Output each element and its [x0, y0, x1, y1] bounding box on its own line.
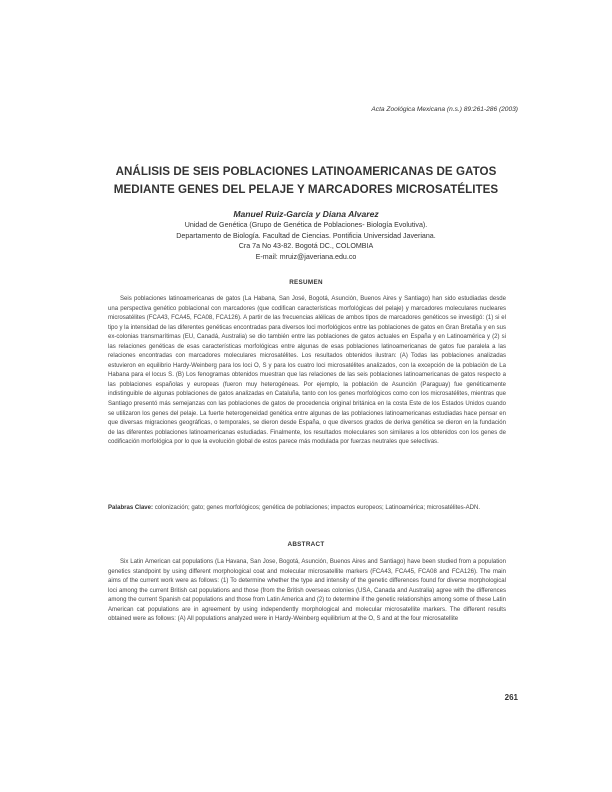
abstract-text: Six Latin American cat populations (La Havana, San Jose, Bogotá, Asunción, Buenos Aires and Santiago) have been studied from a population genetics standpoint by using different morphological coat and molecular microsatellite markers (FCA43, FCA45, FCA08 and FCA126). The main aims of the current work were as follows: (1) To determine whether the type and intensity of the genetic differences found for diverse morphological loci among the current British cat populations and those (from the British overseas colonies (USA, Canada and Australia) agree with the differences among the current Spanish cat populations and those from Latin America and (2) to determine if the genetic relationships among some of these Latin American cat populations are in agreement by using independently morphological and molecular microsatellite markers. The different results obtained were as follows: (A) All populations analyzed were in Hardy-Weinberg equilibrium at the O, S and at the four microsatellite	[108, 559, 506, 623]
article-title-line-2: MEDIANTE GENES DEL PELAJE Y MARCADORES MICROSATÉLITES	[113, 183, 499, 196]
affiliation-line: Cra 7a No 43-82. Bogotá DC., COLOMBIA	[238, 242, 374, 251]
keywords-label: Palabras Clave:	[108, 505, 154, 511]
resumen-heading: RESUMEN	[289, 279, 323, 286]
resumen-text: Seis poblaciones latinoamericanas de gatos (La Habana, San José, Bogotá, Asunción, Buenos Aires y Santiago) han sido estudiadas desde una perspectiva genético poblacional con marcadores (que codifican características morfológicas del pelaje) y marcadores moleculares nucleares microsatélites (FCA43, FCA45, FCA08, FCA126). A partir de las frecuencias alélicas de ambos tipos de marcadores genéticos se investigó: (1) si el tipo y la intensidad de las diferentes genéticas encontradas para diversos loci morfológicos entre las poblaciones de gatos en Gran Bretaña y en sus ex-colonias transmarítimas (EU, Canadá, Australia) se dio también entre las poblaciones de gatos actuales en España y en Latinoamérica y (2) si las relaciones genéticas de esas características morfológicas entre algunas de esas poblaciones latinoamericanas de gatos fue paralela a las relaciones encontradas con marcadores moleculares microsatélites. Los resultados obtenidos ilustran: (A) Todas las poblaciones analizadas estuvieron en equilibrio Hardy-Weinberg para los loci O, S y para los cuatro loci microsatélites analizados, con la excepción de la población de La Habana para el locus S. (B) Los fenogramas obtenidos muestran que las relaciones de las seis poblaciones latinoamericanas de gatos respecto a las poblaciones españolas y europeas (fueron muy heterogéneas. Por ejemplo, la población de Asunción (Paraguay) fue genéticamente indistinguible de algunas poblaciones de gatos analizadas en Cataluña, tanto con los genes morfológicos como con los microsatélites, mientras que Santiago presentó más semejanzas con las poblaciones de gatos de procedencia original británica en la costa Este de los Estados Unidos cuando se utilizaron los genes del pelaje. La fuerte heterogeneidad genética entre algunas de las poblaciones latinoamericanas estudiadas hace pensar en que diversas migraciones geográficas, o temporales, se dieron desde España, o que diversos grados de deriva genética se dieron en la fundación de las diferentes poblaciones latinoamericanas estudiadas. Finalmente, los resultados moleculares son similares a los obtenidos con los genes de codificación morfológica por lo que la evolución global de estos parece más modulada por fuerzas neutrales que selectivas.	[108, 296, 506, 446]
article-title-line-1: ANÁLISIS DE SEIS POBLACIONES LATINOAMERICANAS DE GATOS	[115, 165, 497, 178]
author-affiliation	[96, 220, 516, 262]
author-names: Manuel Ruiz-García y Diana Alvarez	[233, 209, 379, 219]
keywords-list: colonización; gato; genes morfológicos; genética de poblaciones; impactos europeos; Latinoamérica; microsatélites-ADN.	[154, 505, 481, 511]
affiliation-line: Unidad de Genética (Grupo de Genética de Poblaciones- Biología Evolutiva).	[184, 221, 428, 229]
abstract-heading: ABSTRACT	[287, 541, 325, 548]
author-email: E-mail: mruiz@javeriana.edu.co	[255, 252, 357, 261]
journal-reference: Acta Zoológica Mexicana (n.s.) 89:261-286 (2003)	[371, 106, 518, 113]
page-number: 261	[504, 693, 518, 702]
article-title	[96, 163, 516, 199]
resumen-keywords	[108, 504, 506, 514]
affiliation-line: Departamento de Biología. Facultad de Ciencias. Pontificia Universidad Javeriana.	[176, 231, 436, 240]
